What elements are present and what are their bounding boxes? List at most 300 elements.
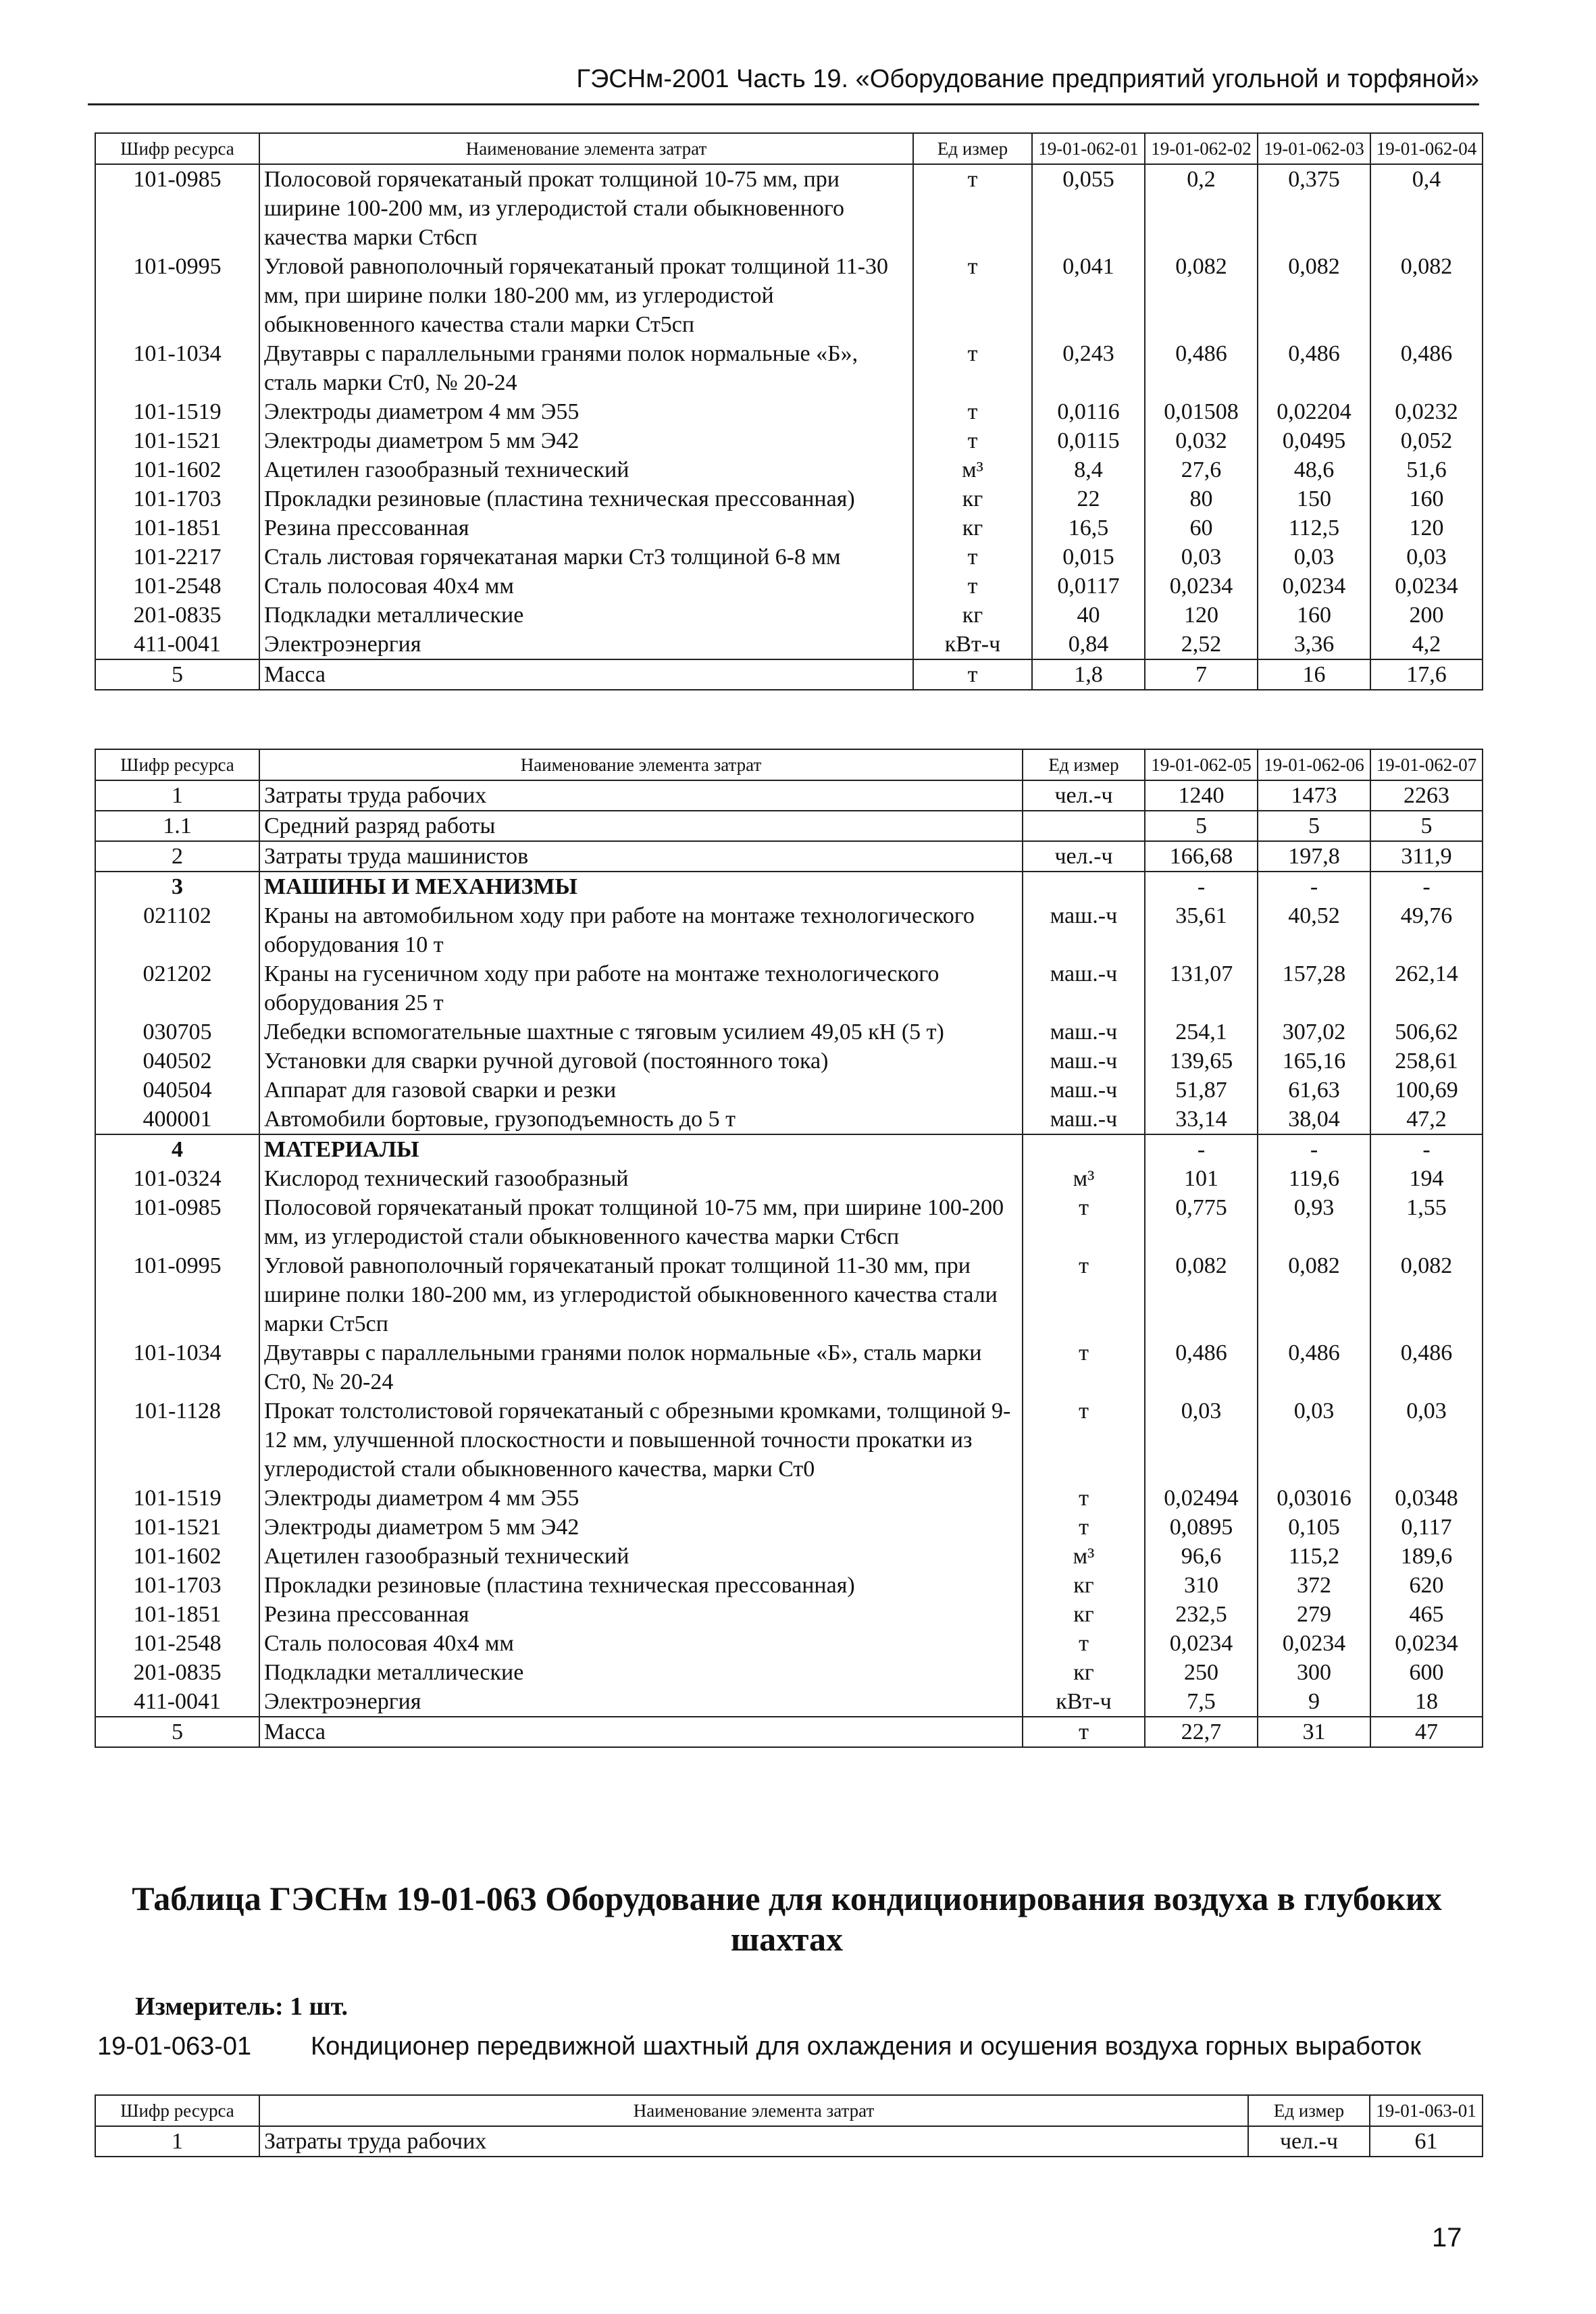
value-cell: 0,0348: [1370, 1484, 1483, 1513]
value-cell: 18: [1370, 1687, 1483, 1717]
value-cell: 262,14: [1370, 959, 1483, 1017]
resource-code: 5: [95, 1717, 259, 1747]
column-header: Наименование элемента затрат: [259, 133, 913, 164]
resource-table-063-01: [95, 2094, 1483, 2157]
table-row: [95, 164, 1483, 252]
item-description: Кондиционер передвижной шахтный для охлаждения и осушения воздуха горных выработок: [311, 2032, 1421, 2061]
cost-element-name: Затраты труда рабочих: [259, 2126, 1248, 2157]
column-header: 19-01-063-01: [1370, 2095, 1483, 2126]
column-header: 19-01-062-02: [1145, 133, 1258, 164]
cost-element-name: Подкладки металлические: [259, 1658, 1023, 1687]
resource-code: 101-1034: [95, 339, 259, 397]
cost-element-name: Ацетилен газообразный технический: [259, 455, 913, 484]
column-header: Наименование элемента затрат: [259, 2095, 1248, 2126]
cost-element-name: Двутавры с параллельными гранями полок нормальные «Б», сталь марки Ст0, № 20-24: [259, 339, 913, 397]
resource-code: 3: [95, 872, 259, 901]
value-cell: 0,03: [1370, 543, 1483, 572]
resource-code: 101-0995: [95, 252, 259, 339]
resource-code: 2: [95, 841, 259, 872]
value-cell: 0,03: [1145, 543, 1258, 572]
unit: чел.-ч: [1023, 780, 1145, 811]
table-row: [95, 811, 1483, 841]
value-cell: 0,0116: [1032, 397, 1145, 426]
value-cell: 35,61: [1145, 901, 1258, 959]
value-cell: 250: [1145, 1658, 1258, 1687]
resource-code: 101-1521: [95, 1513, 259, 1542]
value-cell: 0,0117: [1032, 572, 1145, 601]
value-cell: 49,76: [1370, 901, 1483, 959]
value-cell: -: [1370, 1134, 1483, 1164]
value-cell: -: [1258, 1134, 1370, 1164]
value-cell: 5: [1370, 811, 1483, 841]
resource-code: 021102: [95, 901, 259, 959]
value-cell: 80: [1145, 484, 1258, 513]
value-cell: 16: [1258, 659, 1370, 690]
unit: м³: [1023, 1164, 1145, 1193]
resource-code: 101-1703: [95, 1571, 259, 1600]
unit: кг: [913, 484, 1032, 513]
value-cell: 0,082: [1145, 1251, 1258, 1338]
resource-code: 400001: [95, 1105, 259, 1134]
value-cell: 0,0234: [1370, 1629, 1483, 1658]
cost-element-name: Угловой равнополочный горячекатаный прокат толщиной 11-30 мм, при ширине полки 180-200 мм, из углеродистой обыкновенного качества стали марки Ст5сп: [259, 252, 913, 339]
column-header: 19-01-062-06: [1258, 749, 1370, 780]
value-cell: 620: [1370, 1571, 1483, 1600]
value-cell: 160: [1370, 484, 1483, 513]
table-row: [95, 1134, 1483, 1164]
table-row: [95, 1629, 1483, 1658]
value-cell: 0,486: [1258, 339, 1370, 397]
cost-element-name: Лебедки вспомогательные шахтные с тяговым усилием 49,05 кН (5 т): [259, 1017, 1023, 1047]
value-cell: 0,486: [1145, 339, 1258, 397]
resource-code: 201-0835: [95, 601, 259, 630]
resource-code: 411-0041: [95, 1687, 259, 1717]
column-header: Ед измер: [913, 133, 1032, 164]
value-cell: 232,5: [1145, 1600, 1258, 1629]
value-cell: 22: [1032, 484, 1145, 513]
table-row: [95, 1076, 1483, 1105]
unit: [1023, 872, 1145, 901]
value-cell: 61: [1370, 2126, 1483, 2157]
resource-code: 201-0835: [95, 1658, 259, 1687]
table-row: [95, 426, 1483, 455]
table-row: [95, 513, 1483, 543]
cost-element-name: Электроды диаметром 4 мм Э55: [259, 397, 913, 426]
unit: т: [913, 543, 1032, 572]
table-body: [95, 2126, 1483, 2157]
cost-element-name: Сталь листовая горячекатаная марки Ст3 толщиной 6-8 мм: [259, 543, 913, 572]
resource-code: 4: [95, 1134, 259, 1164]
cost-element-name: Прокладки резиновые (пластина техническая прессованная): [259, 484, 913, 513]
table-row: [95, 252, 1483, 339]
resource-code: 1.1: [95, 811, 259, 841]
resource-code: 101-2217: [95, 543, 259, 572]
column-header: Шифр ресурса: [95, 749, 259, 780]
value-cell: 150: [1258, 484, 1370, 513]
column-header: Наименование элемента затрат: [259, 749, 1023, 780]
running-header: ГЭСНм-2001 Часть 19. «Оборудование предприятий угольной и торфяной»: [576, 65, 1479, 93]
value-cell: 101: [1145, 1164, 1258, 1193]
column-header: Ед измер: [1248, 2095, 1370, 2126]
value-cell: 0,486: [1258, 1338, 1370, 1397]
cost-element-name: Резина прессованная: [259, 1600, 1023, 1629]
value-cell: 7,5: [1145, 1687, 1258, 1717]
table-row: [95, 339, 1483, 397]
cost-element-name: Масса: [259, 659, 913, 690]
unit: кг: [1023, 1658, 1145, 1687]
value-cell: 166,68: [1145, 841, 1258, 872]
table-row: [95, 659, 1483, 690]
table-row: [95, 1164, 1483, 1193]
value-cell: 197,8: [1258, 841, 1370, 872]
unit: кВт-ч: [1023, 1687, 1145, 1717]
value-cell: 189,6: [1370, 1542, 1483, 1571]
unit: т: [1023, 1251, 1145, 1338]
cost-element-name: Аппарат для газовой сварки и резки: [259, 1076, 1023, 1105]
value-cell: 0,2: [1145, 164, 1258, 252]
value-cell: 22,7: [1145, 1717, 1258, 1747]
value-cell: 47,2: [1370, 1105, 1483, 1134]
cost-element-name: Угловой равнополочный горячекатаный прокат толщиной 11-30 мм, при ширине полки 180-200 мм, из углеродистой обыкновенного качества стали марки Ст5сп: [259, 1251, 1023, 1338]
resource-code: 101-0995: [95, 1251, 259, 1338]
value-cell: 0,0232: [1370, 397, 1483, 426]
resource-code: 101-1521: [95, 426, 259, 455]
value-cell: 372: [1258, 1571, 1370, 1600]
value-cell: 0,4: [1370, 164, 1483, 252]
resource-code: 101-1128: [95, 1397, 259, 1484]
value-cell: 1473: [1258, 780, 1370, 811]
cost-element-name: Кислород технический газообразный: [259, 1164, 1023, 1193]
cost-element-name: Резина прессованная: [259, 513, 913, 543]
column-header: Шифр ресурса: [95, 133, 259, 164]
value-cell: 9: [1258, 1687, 1370, 1717]
unit: т: [913, 572, 1032, 601]
cost-element-name: Средний разряд работы: [259, 811, 1023, 841]
table-row: [95, 1193, 1483, 1251]
table-row: [95, 1338, 1483, 1397]
value-cell: 311,9: [1370, 841, 1483, 872]
value-cell: 0,082: [1258, 1251, 1370, 1338]
value-cell: 131,07: [1145, 959, 1258, 1017]
value-cell: 506,62: [1370, 1017, 1483, 1047]
unit: т: [913, 339, 1032, 397]
value-cell: 33,14: [1145, 1105, 1258, 1134]
value-cell: 51,87: [1145, 1076, 1258, 1105]
resource-code: 040504: [95, 1076, 259, 1105]
unit: т: [1023, 1338, 1145, 1397]
value-cell: 0,93: [1258, 1193, 1370, 1251]
table-row: [95, 841, 1483, 872]
value-cell: 165,16: [1258, 1047, 1370, 1076]
resource-code: 040502: [95, 1047, 259, 1076]
table-row: [95, 1542, 1483, 1571]
table-row: [95, 1658, 1483, 1687]
table-row: [95, 1397, 1483, 1484]
unit: т: [1023, 1629, 1145, 1658]
value-cell: 61,63: [1258, 1076, 1370, 1105]
table-row: [95, 872, 1483, 901]
resource-code: 101-2548: [95, 1629, 259, 1658]
value-cell: 5: [1258, 811, 1370, 841]
table-row: [95, 2126, 1483, 2157]
value-cell: 4,2: [1370, 630, 1483, 659]
value-cell: 112,5: [1258, 513, 1370, 543]
value-cell: 1,8: [1032, 659, 1145, 690]
table-row: [95, 397, 1483, 426]
value-cell: 254,1: [1145, 1017, 1258, 1047]
table-row: [95, 1717, 1483, 1747]
value-cell: 16,5: [1032, 513, 1145, 543]
value-cell: 194: [1370, 1164, 1483, 1193]
header-rule: [88, 103, 1479, 105]
cost-element-name: Прокладки резиновые (пластина техническая прессованная): [259, 1571, 1023, 1600]
item-code: 19-01-063-01: [97, 2032, 252, 2061]
value-cell: 0,015: [1032, 543, 1145, 572]
value-cell: 1,55: [1370, 1193, 1483, 1251]
unit: чел.-ч: [1248, 2126, 1370, 2157]
column-header: 19-01-062-01: [1032, 133, 1145, 164]
value-cell: 38,04: [1258, 1105, 1370, 1134]
section-title: Таблица ГЭСНм 19-01-063 Оборудование для кондиционирования воздуха в глубоких шахтах: [132, 1880, 1442, 1958]
unit: [1023, 811, 1145, 841]
value-cell: 96,6: [1145, 1542, 1258, 1571]
value-cell: 60: [1145, 513, 1258, 543]
table-header-row: [95, 133, 1483, 164]
value-cell: 31: [1258, 1717, 1370, 1747]
table-row: [95, 901, 1483, 959]
value-cell: 48,6: [1258, 455, 1370, 484]
value-cell: 157,28: [1258, 959, 1370, 1017]
value-cell: 40,52: [1258, 901, 1370, 959]
value-cell: 47: [1370, 1717, 1483, 1747]
resource-code: 1: [95, 2126, 259, 2157]
value-cell: 0,03: [1258, 543, 1370, 572]
value-cell: 0,0895: [1145, 1513, 1258, 1542]
resource-code: 101-1519: [95, 397, 259, 426]
value-cell: 139,65: [1145, 1047, 1258, 1076]
cost-element-name: Затраты труда рабочих: [259, 780, 1023, 811]
unit: кг: [1023, 1600, 1145, 1629]
table-row: [95, 1600, 1483, 1629]
value-cell: 0,0234: [1145, 1629, 1258, 1658]
cost-element-name: Полосовой горячекатаный прокат толщиной 10-75 мм, при ширине 100-200 мм, из углеродистой стали обыкновенного качества марки Ст6сп: [259, 1193, 1023, 1251]
value-cell: 600: [1370, 1658, 1483, 1687]
cost-element-name: МАТЕРИАЛЫ: [259, 1134, 1023, 1164]
unit: т: [1023, 1397, 1145, 1484]
table-body: [95, 164, 1483, 690]
table-row: [95, 959, 1483, 1017]
value-cell: 2,52: [1145, 630, 1258, 659]
cost-element-name: Краны на автомобильном ходу при работе на монтаже технологического оборудования 10 т: [259, 901, 1023, 959]
value-cell: 1240: [1145, 780, 1258, 811]
unit: т: [913, 397, 1032, 426]
value-cell: 0,0495: [1258, 426, 1370, 455]
unit: т: [913, 659, 1032, 690]
value-cell: 120: [1370, 513, 1483, 543]
value-cell: 0,375: [1258, 164, 1370, 252]
cost-element-name: Автомобили бортовые, грузоподъемность до 5 т: [259, 1105, 1023, 1134]
value-cell: 0,052: [1370, 426, 1483, 455]
value-cell: 0,03: [1258, 1397, 1370, 1484]
cost-element-name: Сталь полосовая 40х4 мм: [259, 572, 913, 601]
measure-label: Измеритель: 1 шт.: [135, 1992, 349, 2021]
value-cell: 3,36: [1258, 630, 1370, 659]
value-cell: 0,0234: [1258, 1629, 1370, 1658]
column-header: 19-01-062-04: [1370, 133, 1483, 164]
resource-code: 1: [95, 780, 259, 811]
value-cell: 0,041: [1032, 252, 1145, 339]
column-header: Шифр ресурса: [95, 2095, 259, 2126]
cost-element-name: Ацетилен газообразный технический: [259, 1542, 1023, 1571]
value-cell: 17,6: [1370, 659, 1483, 690]
table-row: [95, 1484, 1483, 1513]
value-cell: 7: [1145, 659, 1258, 690]
value-cell: 0,02494: [1145, 1484, 1258, 1513]
unit: т: [1023, 1717, 1145, 1747]
value-cell: 0,486: [1145, 1338, 1258, 1397]
value-cell: 0,84: [1032, 630, 1145, 659]
table-row: [95, 1105, 1483, 1134]
value-cell: 0,082: [1370, 252, 1483, 339]
unit: м³: [1023, 1542, 1145, 1571]
column-header: 19-01-062-03: [1258, 133, 1370, 164]
table-row: [95, 455, 1483, 484]
value-cell: 0,775: [1145, 1193, 1258, 1251]
table-row: [95, 572, 1483, 601]
resource-code: 101-1851: [95, 513, 259, 543]
value-cell: 0,03: [1370, 1397, 1483, 1484]
unit: кг: [913, 601, 1032, 630]
cost-element-name: Электроэнергия: [259, 1687, 1023, 1717]
unit: т: [913, 252, 1032, 339]
resource-table-062-01-04: [95, 132, 1483, 690]
resource-code: 101-0985: [95, 1193, 259, 1251]
cost-element-name: Электроды диаметром 4 мм Э55: [259, 1484, 1023, 1513]
table-body: [95, 780, 1483, 1747]
table-header-row: [95, 749, 1483, 780]
column-header: Ед измер: [1023, 749, 1145, 780]
value-cell: 120: [1145, 601, 1258, 630]
value-cell: 0,105: [1258, 1513, 1370, 1542]
value-cell: 0,0234: [1258, 572, 1370, 601]
value-cell: 0,03016: [1258, 1484, 1370, 1513]
unit: чел.-ч: [1023, 841, 1145, 872]
cost-element-name: Полосовой горячекатаный прокат толщиной 10-75 мм, при ширине 100-200 мм, из углеродистой стали обыкновенного качества марки Ст6сп: [259, 164, 913, 252]
value-cell: 0,117: [1370, 1513, 1483, 1542]
page-number: 17: [1432, 2223, 1462, 2253]
value-cell: 40: [1032, 601, 1145, 630]
unit: т: [1023, 1513, 1145, 1542]
table-row: [95, 601, 1483, 630]
resource-code: 101-2548: [95, 572, 259, 601]
resource-code: 101-1703: [95, 484, 259, 513]
value-cell: 119,6: [1258, 1164, 1370, 1193]
unit: кг: [913, 513, 1032, 543]
resource-code: 5: [95, 659, 259, 690]
value-cell: 5: [1145, 811, 1258, 841]
cost-element-name: Электроды диаметром 5 мм Э42: [259, 426, 913, 455]
unit: маш.-ч: [1023, 1076, 1145, 1105]
value-cell: 0,0234: [1145, 572, 1258, 601]
resource-code: 101-0985: [95, 164, 259, 252]
unit: т: [913, 164, 1032, 252]
value-cell: 200: [1370, 601, 1483, 630]
value-cell: -: [1258, 872, 1370, 901]
value-cell: 160: [1258, 601, 1370, 630]
resource-code: 101-1034: [95, 1338, 259, 1397]
column-header: 19-01-062-05: [1145, 749, 1258, 780]
table-row: [95, 1017, 1483, 1047]
value-cell: 300: [1258, 1658, 1370, 1687]
resource-table-062-05-07: [95, 749, 1483, 1748]
value-cell: 0,243: [1032, 339, 1145, 397]
unit: м³: [913, 455, 1032, 484]
unit: маш.-ч: [1023, 901, 1145, 959]
cost-element-name: МАШИНЫ И МЕХАНИЗМЫ: [259, 872, 1023, 901]
value-cell: 0,0115: [1032, 426, 1145, 455]
table-row: [95, 543, 1483, 572]
value-cell: 0,082: [1258, 252, 1370, 339]
value-cell: 0,082: [1145, 252, 1258, 339]
cost-element-name: Электроэнергия: [259, 630, 913, 659]
value-cell: 0,01508: [1145, 397, 1258, 426]
table-row: [95, 484, 1483, 513]
value-cell: 0,032: [1145, 426, 1258, 455]
resource-code: 101-1602: [95, 455, 259, 484]
resource-code: 101-1602: [95, 1542, 259, 1571]
resource-code: 030705: [95, 1017, 259, 1047]
resource-code: 101-0324: [95, 1164, 259, 1193]
unit: маш.-ч: [1023, 1017, 1145, 1047]
column-header: 19-01-062-07: [1370, 749, 1483, 780]
resource-code: 021202: [95, 959, 259, 1017]
value-cell: 27,6: [1145, 455, 1258, 484]
cost-element-name: Электроды диаметром 5 мм Э42: [259, 1513, 1023, 1542]
value-cell: 0,486: [1370, 339, 1483, 397]
value-cell: 310: [1145, 1571, 1258, 1600]
unit: т: [913, 426, 1032, 455]
table-row: [95, 1571, 1483, 1600]
resource-code: 411-0041: [95, 630, 259, 659]
cost-element-name: Прокат толстолистовой горячекатаный с обрезными кромками, толщиной 9-12 мм, улучшенной плоскостности и повышенной точности прокатки из углеродистой стали обыкновенного качества, марки Ст0: [259, 1397, 1023, 1484]
value-cell: 51,6: [1370, 455, 1483, 484]
value-cell: 0,082: [1370, 1251, 1483, 1338]
cost-element-name: Сталь полосовая 40х4 мм: [259, 1629, 1023, 1658]
cost-element-name: Масса: [259, 1717, 1023, 1747]
unit: маш.-ч: [1023, 1105, 1145, 1134]
unit: т: [1023, 1193, 1145, 1251]
value-cell: 0,486: [1370, 1338, 1483, 1397]
value-cell: 100,69: [1370, 1076, 1483, 1105]
value-cell: 279: [1258, 1600, 1370, 1629]
resource-code: 101-1519: [95, 1484, 259, 1513]
table-row: [95, 630, 1483, 659]
value-cell: 307,02: [1258, 1017, 1370, 1047]
value-cell: 0,03: [1145, 1397, 1258, 1484]
table-row: [95, 1251, 1483, 1338]
unit: маш.-ч: [1023, 959, 1145, 1017]
value-cell: -: [1145, 872, 1258, 901]
value-cell: 465: [1370, 1600, 1483, 1629]
cost-element-name: Затраты труда машинистов: [259, 841, 1023, 872]
value-cell: 0,02204: [1258, 397, 1370, 426]
unit: кг: [1023, 1571, 1145, 1600]
value-cell: 0,0234: [1370, 572, 1483, 601]
unit: кВт-ч: [913, 630, 1032, 659]
cost-element-name: Краны на гусеничном ходу при работе на монтаже технологического оборудования 25 т: [259, 959, 1023, 1017]
value-cell: 258,61: [1370, 1047, 1483, 1076]
value-cell: 8,4: [1032, 455, 1145, 484]
